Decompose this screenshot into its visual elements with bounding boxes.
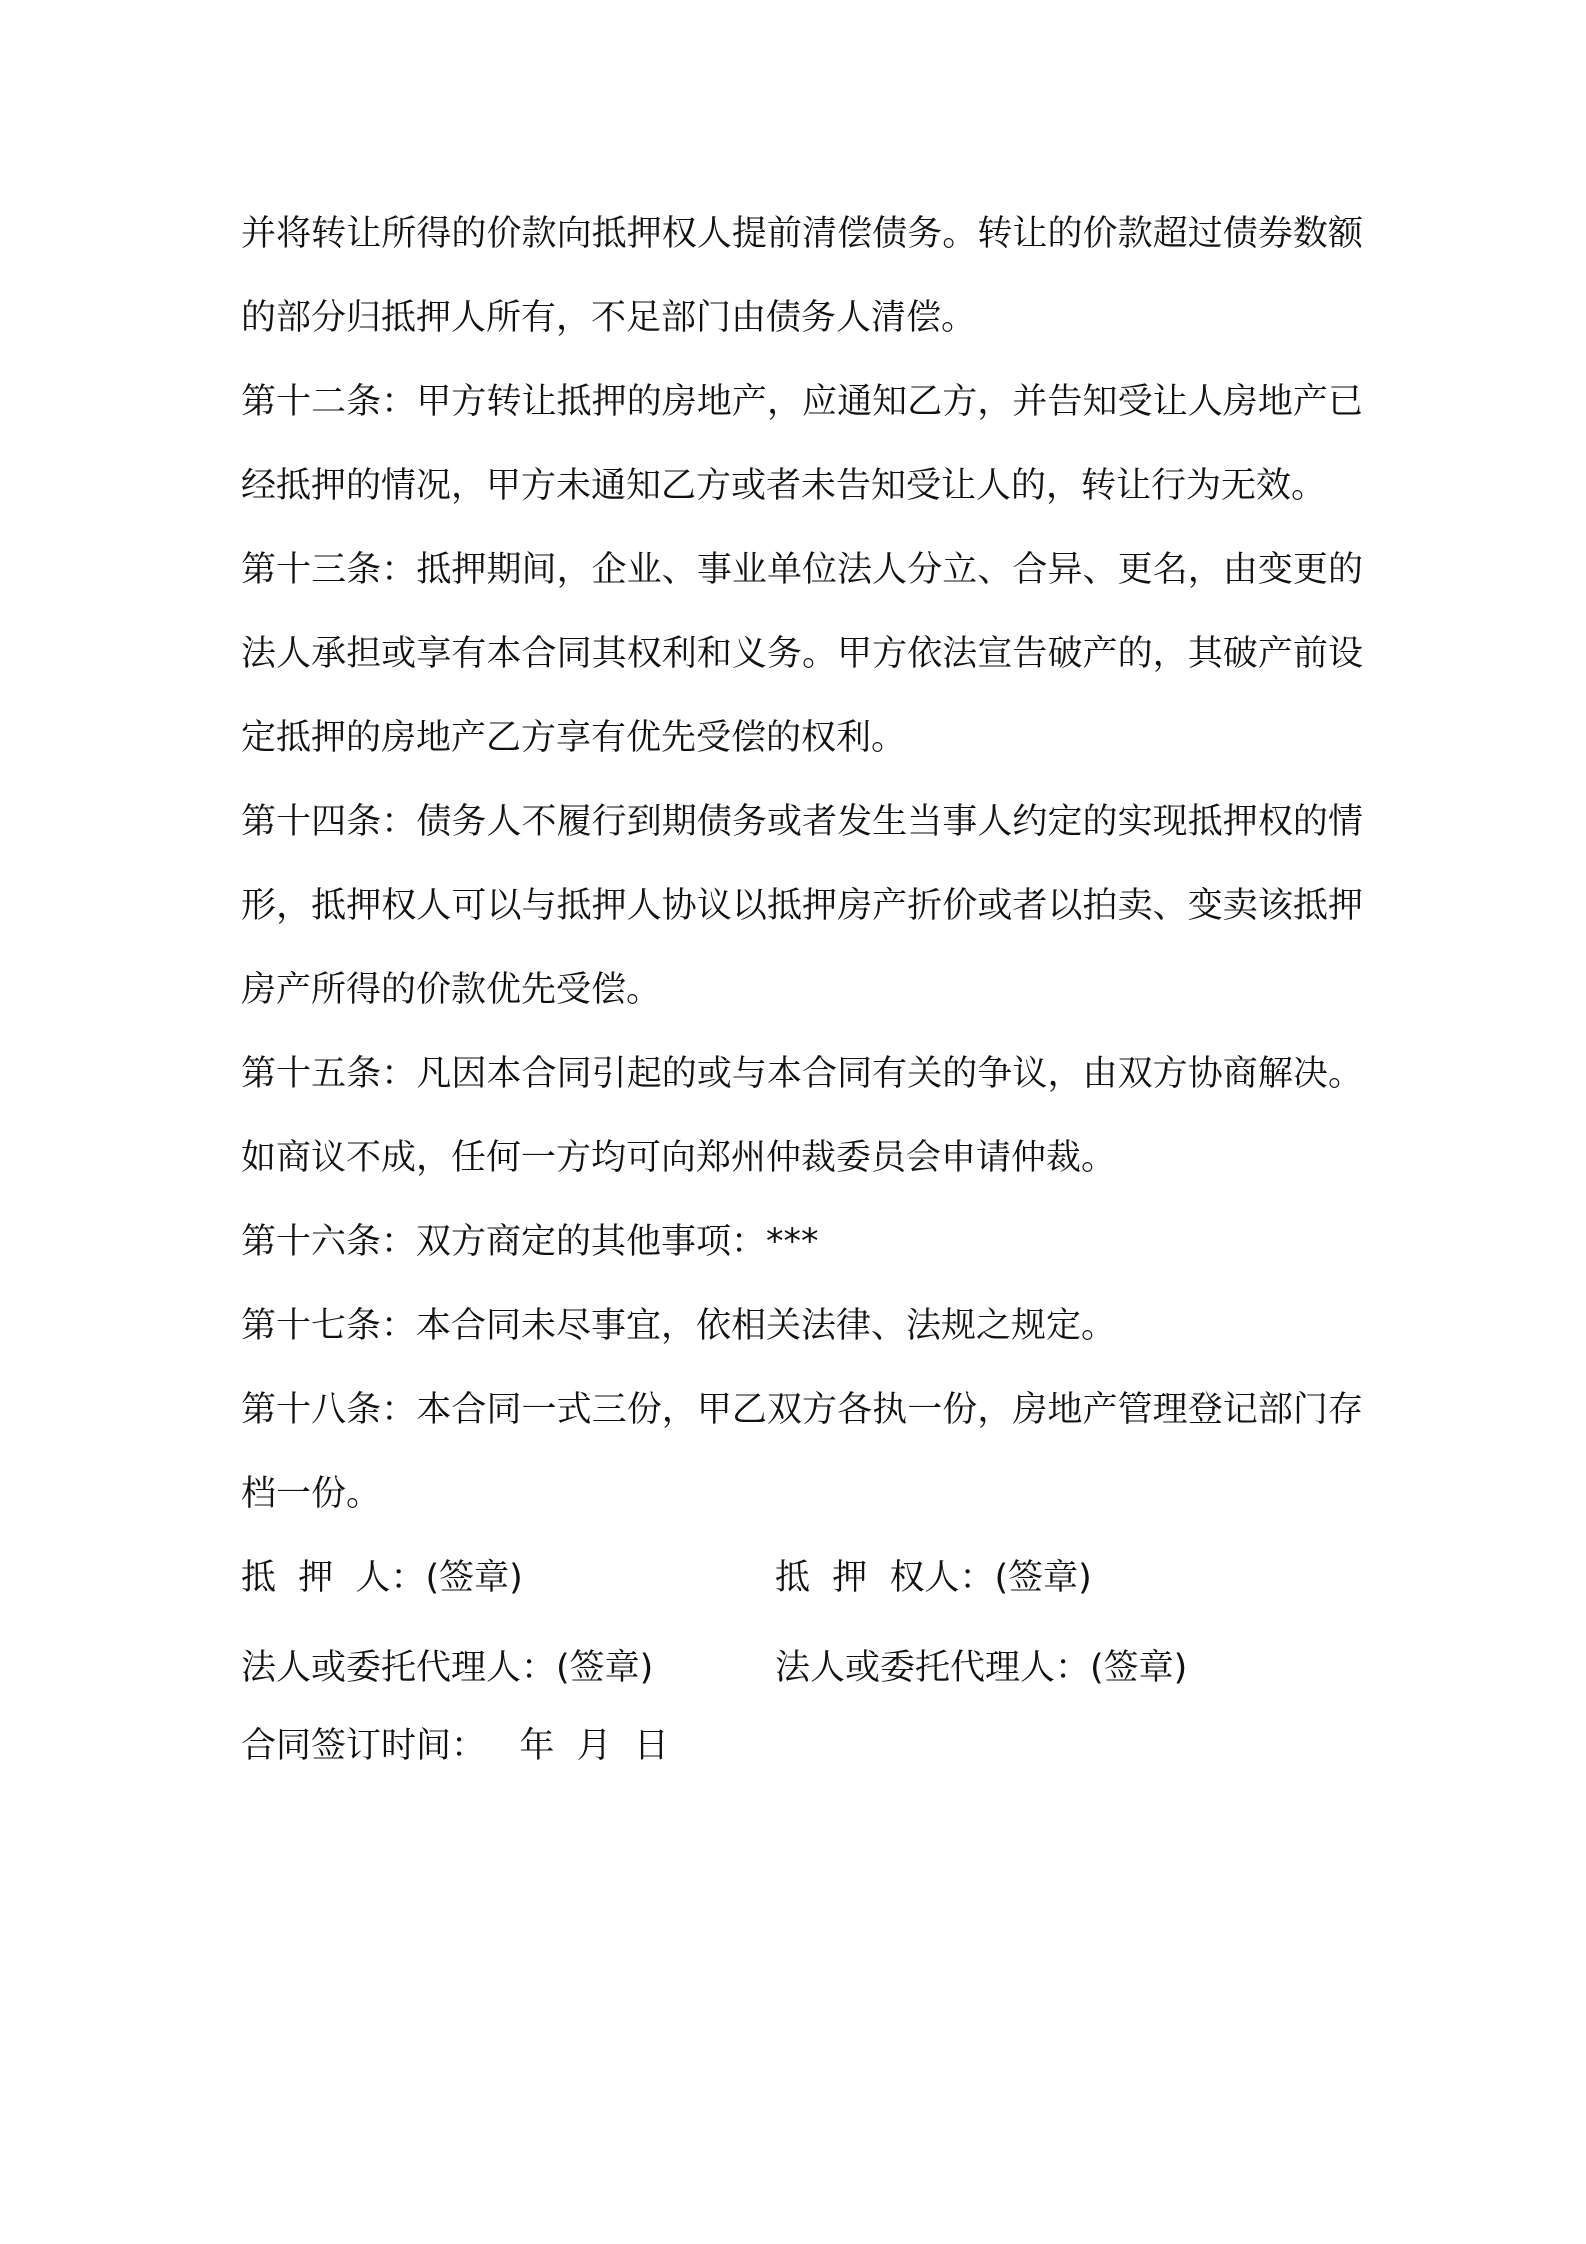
article-14: 第十四条：债务人不履行到期债务或者发生当事人约定的实现抵押权的情形，抵押权人可以与抵押人协议以抵押房产折价或者以拍卖、变卖该抵押房产所得的价款优先受偿。	[241, 802, 1363, 1010]
paragraph-transfer-proceeds: 并将转让所得的价款向抵押权人提前清偿债务。转让的价款超过债券数额的部分归抵押人所有，不足部门由债务人清偿。	[241, 214, 1363, 338]
article-16: 第十六条：双方商定的其他事项：***	[241, 1222, 819, 1262]
mortgagor-agent-signature-label: 法人或委托代理人：(签章)	[241, 1648, 654, 1688]
mortgagee-agent-signature-label: 法人或委托代理人：(签章)	[775, 1648, 1188, 1688]
article-18: 第十八条：本合同一式三份，甲乙双方各执一份，房地产管理登记部门存档一份。	[241, 1390, 1363, 1514]
signing-date-label: 合同签订时间： 年 月 日	[241, 1726, 669, 1766]
mortgagor-signature-label: 抵 押 人：(签章)	[241, 1558, 523, 1598]
signature-row-agents	[241, 1626, 1363, 1710]
article-15: 第十五条：凡因本合同引起的或与本合同有关的争议，由双方协商解决。如商议不成，任何一方均可向郑州仲裁委员会申请仲裁。	[241, 1054, 1363, 1178]
signature-row-parties	[241, 1536, 1363, 1620]
article-13: 第十三条：抵押期间，企业、事业单位法人分立、合异、更名，由变更的法人承担或享有本合同其权利和义务。甲方依法宣告破产的，其破产前设定抵押的房地产乙方享有优先受偿的权利。	[241, 550, 1363, 758]
contract-body	[241, 192, 1363, 1788]
article-17: 第十七条：本合同未尽事宜，依相关法律、法规之规定。	[241, 1306, 1117, 1346]
mortgagee-signature-label: 抵 押 权人：(签章)	[775, 1558, 1092, 1598]
article-12: 第十二条：甲方转让抵押的房地产，应通知乙方，并告知受让人房地产已经抵押的情况，甲方未通知乙方或者未告知受让人的，转让行为无效。	[241, 382, 1363, 506]
